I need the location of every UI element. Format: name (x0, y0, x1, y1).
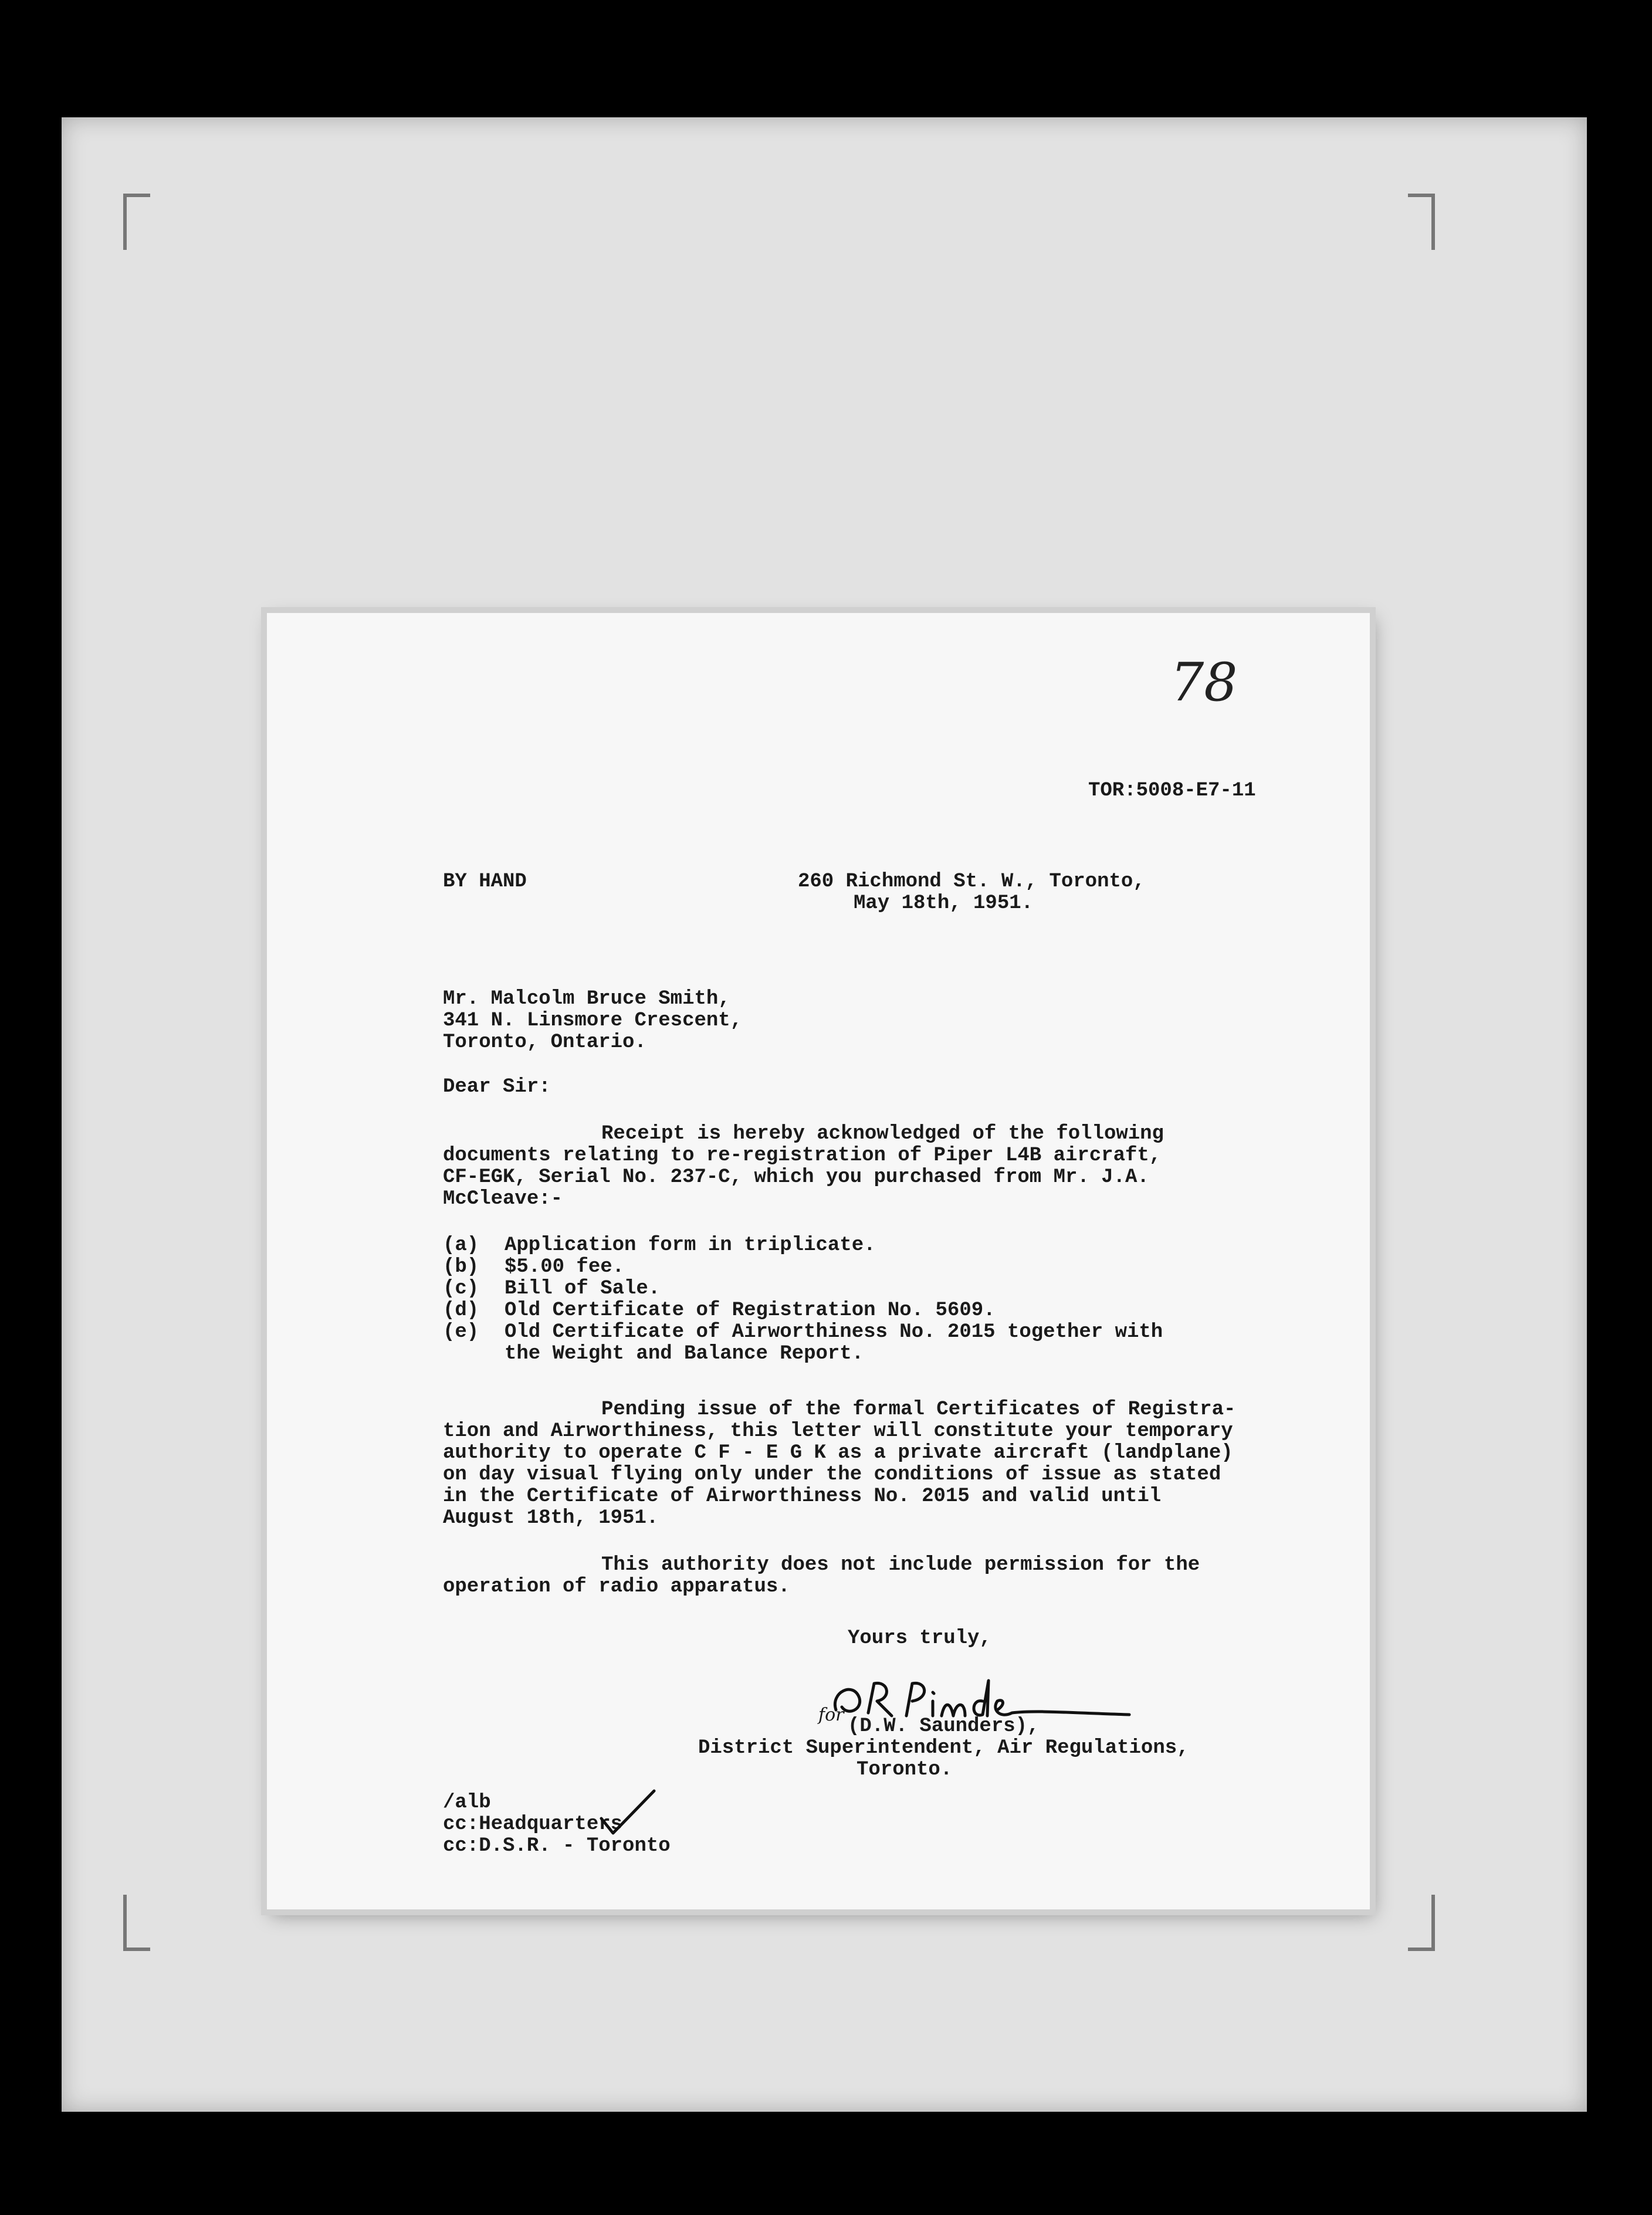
cc-line: cc:Headquarters (443, 1813, 623, 1835)
paragraph-line: Pending issue of the formal Certificates of Registra- (601, 1398, 1236, 1421)
paragraph-line: authority to operate C F - E G K as a private aircraft (landplane) (443, 1442, 1233, 1464)
paragraph-line: in the Certificate of Airworthiness No. 2015 and valid until (443, 1485, 1162, 1508)
signatory-city: Toronto. (857, 1759, 953, 1781)
paragraph-line: CF-EGK, Serial No. 237-C, which you purchased from Mr. J.A. (443, 1166, 1149, 1188)
list-item: Old Certificate of Airworthiness No. 2015 together with (505, 1321, 1163, 1343)
list-item-label: (e) (443, 1321, 479, 1343)
list-item: Old Certificate of Registration No. 5609. (505, 1299, 996, 1322)
typist-initials: /alb (443, 1791, 491, 1814)
salutation: Dear Sir: (443, 1076, 551, 1098)
recipient-line: 341 N. Linsmore Crescent, (443, 1010, 743, 1032)
list-item-label: (d) (443, 1299, 479, 1322)
paragraph-line: documents relating to re-registration of Piper L4B aircraft, (443, 1144, 1162, 1167)
paragraph-line: on day visual flying only under the conditions of issue as stated (443, 1464, 1221, 1486)
checkmark-icon (595, 1786, 660, 1839)
list-item-label: (c) (443, 1278, 479, 1300)
recipient-line: Toronto, Ontario. (443, 1031, 646, 1054)
delivery-method: BY HAND (443, 871, 527, 893)
crop-mark-bottom-left (123, 1895, 150, 1951)
paragraph-line: August 18th, 1951. (443, 1507, 659, 1529)
list-item-continuation: the Weight and Balance Report. (505, 1343, 864, 1365)
crop-mark-top-left (123, 194, 150, 250)
letter-page (267, 613, 1370, 1909)
signatory-title: District Superintendent, Air Regulations, (698, 1737, 1189, 1759)
paragraph-line: tion and Airworthiness, this letter will constitute your temporary (443, 1420, 1233, 1442)
list-item-label: (a) (443, 1234, 479, 1256)
paragraph-line: McCleave:- (443, 1188, 563, 1210)
crop-mark-top-right (1408, 194, 1435, 250)
paragraph-line: This authority does not include permission for the (601, 1554, 1200, 1576)
list-item: $5.00 fee. (505, 1256, 625, 1278)
paragraph-line: Receipt is hereby acknowledged of the following (601, 1123, 1164, 1145)
list-item: Application form in triplicate. (505, 1234, 876, 1256)
cc-line: cc:D.S.R. - Toronto (443, 1835, 671, 1857)
handwritten-page-number: 78 (1170, 652, 1238, 713)
paragraph-line: operation of radio apparatus. (443, 1576, 790, 1598)
closing: Yours truly, (848, 1627, 991, 1650)
list-item: Bill of Sale. (505, 1278, 661, 1300)
signatory-name: (D.W. Saunders), (848, 1715, 1040, 1738)
recipient-line: Mr. Malcolm Bruce Smith, (443, 988, 730, 1010)
signature-for-text: for (818, 1705, 844, 1725)
reference-number: TOR:5008-E7-11 (1088, 780, 1256, 802)
sender-address: 260 Richmond St. W., Toronto, (798, 871, 1145, 893)
list-item-label: (b) (443, 1256, 479, 1278)
letter-date: May 18th, 1951. (854, 892, 1034, 915)
crop-mark-bottom-right (1408, 1895, 1435, 1951)
